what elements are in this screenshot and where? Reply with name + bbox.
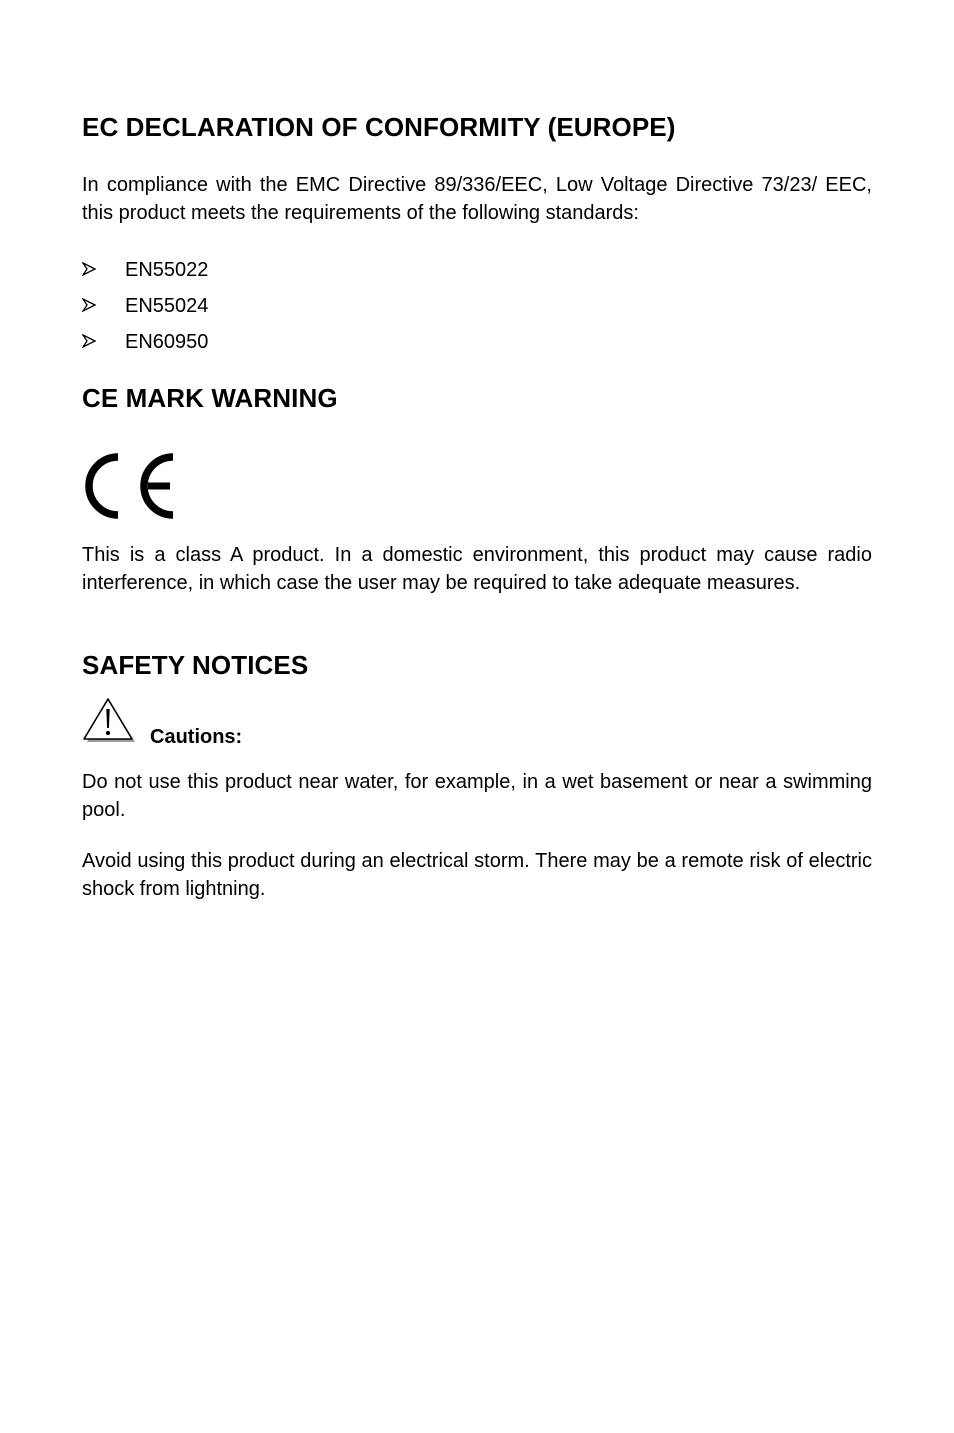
warning-triangle-icon [82,697,136,748]
cautions-label: Cautions: [150,726,243,748]
list-item [82,252,208,288]
standard-label: EN60950 [125,330,209,353]
ec-declaration-heading: EC DECLARATION OF CONFORMITY (EUROPE) [82,112,676,142]
water-caution-paragraph: Do not use this product near water, for example, in a wet basement or near a swimming pool. [82,771,872,821]
arrow-bullet-icon [82,259,125,282]
ec-intro-paragraph: In compliance with the EMC Directive 89/336/EEC, Low Voltage Directive 73/23/ EEC, this product meets the requirements of the following standards: [82,174,872,224]
standard-label: EN55024 [125,294,209,317]
class-a-paragraph: This is a class A product. In a domestic environment, this product may cause radio interference, in which case the user may be required to take adequate measures. [82,544,872,594]
safety-notices-heading: SAFETY NOTICES [82,650,309,680]
storm-caution-paragraph: Avoid using this product during an electrical storm. There may be a remote risk of electric shock from lightning. [82,850,872,900]
list-item [82,324,208,360]
arrow-bullet-icon [82,331,125,354]
standard-label: EN55022 [125,258,209,281]
arrow-bullet-icon [82,295,125,318]
list-item [82,288,208,324]
ce-mark-heading: CE MARK WARNING [82,383,338,413]
standards-list [82,252,208,360]
caution-row [82,697,242,748]
ce-mark-logo [82,451,178,526]
